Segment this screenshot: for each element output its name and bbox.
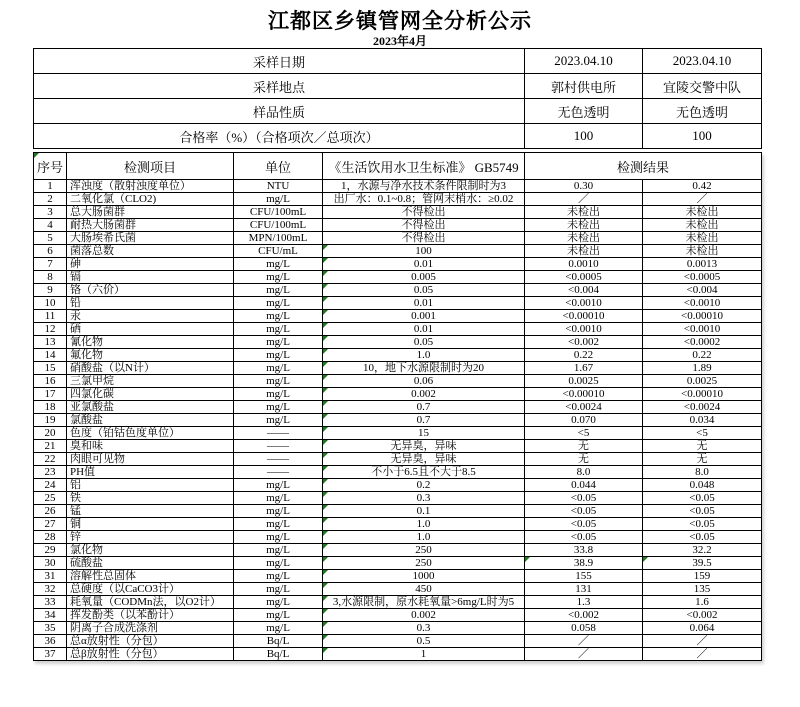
cell-unit: —— — [234, 453, 323, 466]
col-header-no: 序号 — [34, 153, 67, 180]
cell-standard: 15 — [323, 427, 525, 440]
cell-no: 23 — [34, 466, 67, 479]
cell-standard: 不得检出 — [323, 206, 525, 219]
cell-standard: 0.05 — [323, 336, 525, 349]
table-row — [34, 557, 762, 570]
info-value-2: 2023.04.10 — [643, 49, 762, 74]
cell-unit: CFU/100mL — [234, 206, 323, 219]
table-row — [34, 323, 762, 336]
cell-standard: 0.01 — [323, 258, 525, 271]
cell-item: 锰 — [67, 505, 234, 518]
cell-result-1: <5 — [525, 427, 643, 440]
page-title: 江都区乡镇管网全分析公示 — [268, 9, 532, 33]
cell-result-1: <0.05 — [525, 531, 643, 544]
cell-standard: 10，地下水源限制时为20 — [323, 362, 525, 375]
cell-no: 29 — [34, 544, 67, 557]
table-row — [34, 245, 762, 258]
cell-no: 21 — [34, 440, 67, 453]
cell-no: 28 — [34, 531, 67, 544]
table-row — [34, 310, 762, 323]
cell-standard: 250 — [323, 544, 525, 557]
cell-result-2: 39.5 — [643, 557, 762, 570]
cell-no: 20 — [34, 427, 67, 440]
cell-standard: 0.3 — [323, 622, 525, 635]
cell-no: 24 — [34, 479, 67, 492]
cell-standard: 0.01 — [323, 323, 525, 336]
table-row — [34, 375, 762, 388]
cell-item: 臭和味 — [67, 440, 234, 453]
cell-result-2: <0.05 — [643, 492, 762, 505]
cell-item: 菌落总数 — [67, 245, 234, 258]
cell-standard: 0.06 — [323, 375, 525, 388]
cell-standard: 0.01 — [323, 297, 525, 310]
table-row — [34, 609, 762, 622]
table-row — [34, 349, 762, 362]
cell-no: 36 — [34, 635, 67, 648]
cell-result-1: 未检出 — [525, 245, 643, 258]
cell-unit: mg/L — [234, 362, 323, 375]
cell-unit: mg/L — [234, 336, 323, 349]
cell-result-2: <0.0010 — [643, 297, 762, 310]
cell-unit: mg/L — [234, 518, 323, 531]
cell-result-1: 0.058 — [525, 622, 643, 635]
cell-item: 硝酸盐（以N计） — [67, 362, 234, 375]
cell-unit: mg/L — [234, 284, 323, 297]
cell-unit: —— — [234, 466, 323, 479]
cell-no: 37 — [34, 648, 67, 661]
cell-item: 氟化物 — [67, 349, 234, 362]
table-row — [34, 544, 762, 557]
cell-standard: 0.1 — [323, 505, 525, 518]
cell-unit: mg/L — [234, 622, 323, 635]
cell-unit: mg/L — [234, 258, 323, 271]
cell-standard: 1.0 — [323, 518, 525, 531]
cell-result-2: 135 — [643, 583, 762, 596]
table-row — [34, 583, 762, 596]
cell-result-2: <0.0005 — [643, 271, 762, 284]
cell-result-1: 8.0 — [525, 466, 643, 479]
cell-item: 总硬度（以CaCO3计） — [67, 583, 234, 596]
table-row — [34, 362, 762, 375]
cell-standard: 0.3 — [323, 492, 525, 505]
cell-result-1: 0.0025 — [525, 375, 643, 388]
cell-item: 铜 — [67, 518, 234, 531]
cell-item: 四氯化碳 — [67, 388, 234, 401]
table-row — [34, 219, 762, 232]
cell-standard: 出厂水：0.1~0.8；管网末梢水：≥0.02 — [323, 193, 525, 206]
cell-item: 硫酸盐 — [67, 557, 234, 570]
cell-result-1: 38.9 — [525, 557, 643, 570]
cell-unit: mg/L — [234, 570, 323, 583]
cell-result-2: <0.0024 — [643, 401, 762, 414]
cell-standard: 0.001 — [323, 310, 525, 323]
cell-unit: mg/L — [234, 401, 323, 414]
info-value-2: 宜陵交警中队 — [643, 74, 762, 99]
cell-standard: 0.005 — [323, 271, 525, 284]
cell-item: 镉 — [67, 271, 234, 284]
cell-item: 三氯甲烷 — [67, 375, 234, 388]
cell-result-1: 0.22 — [525, 349, 643, 362]
cell-result-1: ／ — [525, 193, 643, 206]
cell-unit: mg/L — [234, 388, 323, 401]
cell-result-2: 未检出 — [643, 206, 762, 219]
cell-no: 22 — [34, 453, 67, 466]
cell-standard: 不得检出 — [323, 232, 525, 245]
cell-standard: 3,水源限制，原水耗氧量>6mg/L时为5 — [323, 596, 525, 609]
info-row-sample-date — [34, 49, 762, 74]
cell-standard: 0.7 — [323, 401, 525, 414]
cell-no: 26 — [34, 505, 67, 518]
table-row — [34, 401, 762, 414]
info-value-1: 无色透明 — [525, 99, 643, 124]
cell-result-1: <0.00010 — [525, 310, 643, 323]
cell-standard: 无异臭，异味 — [323, 453, 525, 466]
cell-result-1: 1.3 — [525, 596, 643, 609]
table-row — [34, 648, 762, 661]
cell-result-2: 32.2 — [643, 544, 762, 557]
cell-item: 色度（铂钴色度单位） — [67, 427, 234, 440]
cell-no: 35 — [34, 622, 67, 635]
cell-no: 10 — [34, 297, 67, 310]
cell-standard: 0.2 — [323, 479, 525, 492]
cell-result-2: <0.0002 — [643, 336, 762, 349]
cell-result-1: 155 — [525, 570, 643, 583]
cell-unit: MPN/100mL — [234, 232, 323, 245]
cell-unit: mg/L — [234, 544, 323, 557]
cell-unit: mg/L — [234, 349, 323, 362]
cell-result-2: <0.05 — [643, 505, 762, 518]
cell-standard: 0.05 — [323, 284, 525, 297]
cell-result-2: ／ — [643, 193, 762, 206]
cell-result-1: <0.0010 — [525, 297, 643, 310]
cell-result-2: 0.0013 — [643, 258, 762, 271]
cell-result-1: ／ — [525, 635, 643, 648]
info-label: 采样日期 — [34, 49, 525, 74]
col-header-item: 检测项目 — [67, 153, 234, 180]
cell-result-1: 1.67 — [525, 362, 643, 375]
cell-standard: 0.002 — [323, 388, 525, 401]
table-row — [34, 518, 762, 531]
cell-item: 砷 — [67, 258, 234, 271]
cell-no: 25 — [34, 492, 67, 505]
cell-item: 大肠埃希氏菌 — [67, 232, 234, 245]
cell-standard: 无异臭，异味 — [323, 440, 525, 453]
cell-no: 1 — [34, 180, 67, 193]
cell-item: 铁 — [67, 492, 234, 505]
cell-standard: 不得检出 — [323, 219, 525, 232]
cell-unit: mg/L — [234, 492, 323, 505]
info-value-2: 无色透明 — [643, 99, 762, 124]
table-row — [34, 388, 762, 401]
cell-no: 9 — [34, 284, 67, 297]
table-row — [34, 427, 762, 440]
cell-result-1: 未检出 — [525, 219, 643, 232]
cell-result-2: 1.89 — [643, 362, 762, 375]
cell-unit: —— — [234, 427, 323, 440]
cell-result-2: 0.064 — [643, 622, 762, 635]
page-subtitle: 2023年4月 — [372, 34, 427, 48]
cell-item: 汞 — [67, 310, 234, 323]
info-value-1: 2023.04.10 — [525, 49, 643, 74]
cell-item: 总大肠菌群 — [67, 206, 234, 219]
cell-result-1: 33.8 — [525, 544, 643, 557]
cell-unit: —— — [234, 440, 323, 453]
results-header-row — [34, 153, 762, 180]
cell-unit: Bq/L — [234, 648, 323, 661]
cell-result-2: 1.6 — [643, 596, 762, 609]
cell-result-2: <0.05 — [643, 531, 762, 544]
cell-item: 耗氧量（CODMn法，以O2计） — [67, 596, 234, 609]
table-row — [34, 232, 762, 245]
cell-item: 氰化物 — [67, 336, 234, 349]
table-row — [34, 531, 762, 544]
cell-result-1: 0.070 — [525, 414, 643, 427]
cell-result-1: 未检出 — [525, 232, 643, 245]
info-label: 样品性质 — [34, 99, 525, 124]
cell-result-2: <0.0010 — [643, 323, 762, 336]
cell-no: 7 — [34, 258, 67, 271]
cell-no: 8 — [34, 271, 67, 284]
table-row — [34, 492, 762, 505]
cell-item: 二氧化氯（CLO2) — [67, 193, 234, 206]
cell-no: 13 — [34, 336, 67, 349]
cell-unit: mg/L — [234, 531, 323, 544]
cell-no: 5 — [34, 232, 67, 245]
cell-result-2: <0.00010 — [643, 388, 762, 401]
table-row — [34, 180, 762, 193]
cell-no: 14 — [34, 349, 67, 362]
cell-item: 铅 — [67, 297, 234, 310]
cell-item: 肉眼可见物 — [67, 453, 234, 466]
cell-result-2: <0.05 — [643, 518, 762, 531]
cell-unit: mg/L — [234, 609, 323, 622]
cell-result-2: <0.004 — [643, 284, 762, 297]
col-header-result: 检测结果 — [525, 153, 762, 180]
cell-result-2: <0.002 — [643, 609, 762, 622]
cell-unit: mg/L — [234, 271, 323, 284]
col-header-unit: 单位 — [234, 153, 323, 180]
cell-no: 19 — [34, 414, 67, 427]
cell-standard: 1000 — [323, 570, 525, 583]
cell-standard: 1.0 — [323, 531, 525, 544]
cell-result-1: <0.05 — [525, 518, 643, 531]
table-row — [34, 570, 762, 583]
cell-standard: 1 — [323, 648, 525, 661]
cell-item: PH值 — [67, 466, 234, 479]
cell-no: 2 — [34, 193, 67, 206]
cell-result-2: 159 — [643, 570, 762, 583]
cell-result-1: <0.0005 — [525, 271, 643, 284]
cell-result-1: <0.05 — [525, 492, 643, 505]
cell-standard: 250 — [323, 557, 525, 570]
results-table — [33, 152, 762, 661]
cell-result-2: 0.034 — [643, 414, 762, 427]
cell-result-1: 无 — [525, 453, 643, 466]
cell-item: 溶解性总固体 — [67, 570, 234, 583]
info-row-sample-property — [34, 99, 762, 124]
cell-item: 总α放射性（分包） — [67, 635, 234, 648]
cell-unit: mg/L — [234, 310, 323, 323]
cell-unit: Bq/L — [234, 635, 323, 648]
cell-result-1: <0.0024 — [525, 401, 643, 414]
cell-unit: CFU/100mL — [234, 219, 323, 232]
cell-result-1: <0.00010 — [525, 388, 643, 401]
table-row — [34, 479, 762, 492]
cell-no: 32 — [34, 583, 67, 596]
cell-result-1: 0.30 — [525, 180, 643, 193]
cell-result-1: 未检出 — [525, 206, 643, 219]
cell-result-1: 0.044 — [525, 479, 643, 492]
cell-result-1: 0.0010 — [525, 258, 643, 271]
cell-item: 浑浊度（散射浊度单位） — [67, 180, 234, 193]
table-row — [34, 622, 762, 635]
cell-item: 铬（六价） — [67, 284, 234, 297]
results-body — [34, 180, 762, 661]
cell-no: 3 — [34, 206, 67, 219]
cell-result-2: 未检出 — [643, 245, 762, 258]
info-row-pass-rate — [34, 124, 762, 149]
cell-standard: 100 — [323, 245, 525, 258]
cell-no: 11 — [34, 310, 67, 323]
cell-item: 氯酸盐 — [67, 414, 234, 427]
cell-unit: mg/L — [234, 193, 323, 206]
cell-result-2: 0.22 — [643, 349, 762, 362]
col-header-standard: 《生活饮用水卫生标准》 GB5749 — [323, 153, 525, 180]
cell-no: 4 — [34, 219, 67, 232]
cell-item: 氯化物 — [67, 544, 234, 557]
cell-no: 31 — [34, 570, 67, 583]
cell-standard: 不小于6.5且不大于8.5 — [323, 466, 525, 479]
cell-unit: mg/L — [234, 583, 323, 596]
table-row — [34, 596, 762, 609]
cell-standard: 0.7 — [323, 414, 525, 427]
cell-result-1: <0.004 — [525, 284, 643, 297]
info-value-1: 100 — [525, 124, 643, 149]
cell-unit: NTU — [234, 180, 323, 193]
table-row — [34, 284, 762, 297]
cell-item: 挥发酚类（以苯酚计） — [67, 609, 234, 622]
cell-result-2: ／ — [643, 648, 762, 661]
table-row — [34, 505, 762, 518]
cell-unit: mg/L — [234, 297, 323, 310]
cell-no: 30 — [34, 557, 67, 570]
info-label: 采样地点 — [34, 74, 525, 99]
info-label: 合格率（%）（合格项次／总项次） — [34, 124, 525, 149]
cell-no: 18 — [34, 401, 67, 414]
table-row — [34, 414, 762, 427]
table-row — [34, 193, 762, 206]
cell-result-1: 131 — [525, 583, 643, 596]
cell-standard: 1.0 — [323, 349, 525, 362]
cell-standard: 1，水源与净水技术条件限制时为3 — [323, 180, 525, 193]
cell-unit: mg/L — [234, 479, 323, 492]
cell-unit: mg/L — [234, 414, 323, 427]
cell-item: 总β放射性（分包） — [67, 648, 234, 661]
cell-result-2: 无 — [643, 453, 762, 466]
cell-result-2: 8.0 — [643, 466, 762, 479]
cell-no: 15 — [34, 362, 67, 375]
cell-result-2: ／ — [643, 635, 762, 648]
cell-standard: 0.5 — [323, 635, 525, 648]
cell-no: 33 — [34, 596, 67, 609]
table-row — [34, 635, 762, 648]
cell-unit: CFU/mL — [234, 245, 323, 258]
cell-standard: 0.002 — [323, 609, 525, 622]
cell-item: 锌 — [67, 531, 234, 544]
cell-item: 耐热大肠菌群 — [67, 219, 234, 232]
cell-standard: 450 — [323, 583, 525, 596]
cell-result-2: <0.00010 — [643, 310, 762, 323]
table-row — [34, 258, 762, 271]
cell-result-2: 0.0025 — [643, 375, 762, 388]
cell-no: 34 — [34, 609, 67, 622]
cell-no: 27 — [34, 518, 67, 531]
cell-unit: mg/L — [234, 323, 323, 336]
cell-unit: mg/L — [234, 596, 323, 609]
table-row — [34, 297, 762, 310]
cell-result-2: 0.048 — [643, 479, 762, 492]
cell-result-2: <5 — [643, 427, 762, 440]
table-row — [34, 466, 762, 479]
cell-result-1: 无 — [525, 440, 643, 453]
cell-result-1: ／ — [525, 648, 643, 661]
cell-result-2: 未检出 — [643, 219, 762, 232]
cell-no: 16 — [34, 375, 67, 388]
table-row — [34, 206, 762, 219]
cell-result-2: 无 — [643, 440, 762, 453]
cell-item: 铝 — [67, 479, 234, 492]
info-value-2: 100 — [643, 124, 762, 149]
cell-result-2: 0.42 — [643, 180, 762, 193]
table-row — [34, 453, 762, 466]
cell-result-1: <0.002 — [525, 336, 643, 349]
cell-no: 12 — [34, 323, 67, 336]
cell-result-1: <0.0010 — [525, 323, 643, 336]
cell-result-1: <0.05 — [525, 505, 643, 518]
cell-item: 硒 — [67, 323, 234, 336]
info-value-1: 郭村供电所 — [525, 74, 643, 99]
cell-unit: mg/L — [234, 505, 323, 518]
cell-result-2: 未检出 — [643, 232, 762, 245]
cell-no: 6 — [34, 245, 67, 258]
info-row-sample-location — [34, 74, 762, 99]
table-row — [34, 336, 762, 349]
cell-unit: mg/L — [234, 557, 323, 570]
cell-no: 17 — [34, 388, 67, 401]
cell-unit: mg/L — [234, 375, 323, 388]
info-table — [33, 48, 762, 149]
cell-result-1: <0.002 — [525, 609, 643, 622]
table-row — [34, 440, 762, 453]
cell-item: 阴离子合成洗涤剂 — [67, 622, 234, 635]
cell-item: 亚氯酸盐 — [67, 401, 234, 414]
table-row — [34, 271, 762, 284]
